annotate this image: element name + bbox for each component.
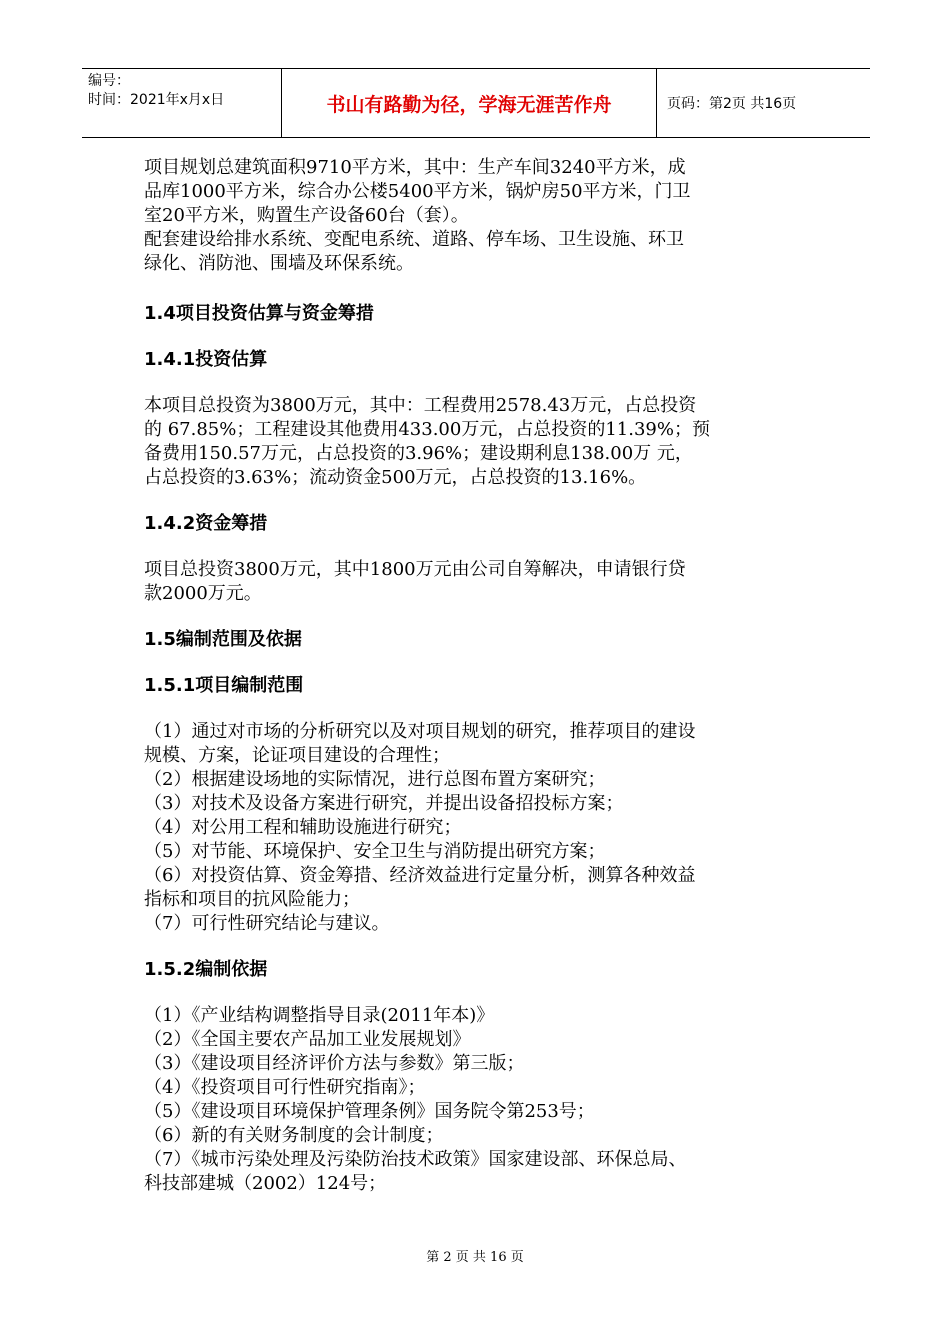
section-heading-1-4-2: 1.4.2资金筹措 — [144, 513, 268, 534]
paragraph-line: 室20平方米，购置生产设备60台（套）。 — [144, 205, 469, 226]
paragraph-line: 品库1000平方米，综合办公楼5400平方米，锅炉房50平方米，门卫 — [144, 181, 691, 202]
scope-list — [144, 720, 804, 936]
paragraph-line: 项目规划总建筑面积9710平方米，其中：生产车间3240平方米，成 — [144, 157, 686, 178]
list-item: （7）《城市污染处理及污染防治技术政策》国家建设部、环保总局、 — [144, 1149, 687, 1170]
list-item: （7）可行性研究结论与建议。 — [144, 913, 390, 934]
header-page-info: 页码：第2页 共16页 — [667, 96, 797, 112]
list-item: （6）对投资估算、资金筹措、经济效益进行定量分析，测算各种效益 — [144, 865, 696, 886]
section-heading-1-4-1: 1.4.1投资估算 — [144, 349, 268, 370]
list-item: （2）《全国主要农产品加工业发展规划》 — [144, 1029, 471, 1050]
header-meta — [82, 69, 282, 137]
paragraph-line: 绿化、消防池、围墙及环保系统。 — [144, 253, 414, 274]
section-heading-1-4: 1.4项目投资估算与资金筹措 — [144, 303, 374, 324]
list-item: （4）对公用工程和辅助设施进行研究； — [144, 817, 462, 838]
page-footer: 第 2 页 共 16 页 — [426, 1250, 524, 1265]
section-heading-1-5: 1.5编制范围及依据 — [144, 629, 302, 650]
document-body — [144, 156, 804, 1196]
list-item: （3）对技术及设备方案进行研究，并提出设备招投标方案； — [144, 793, 624, 814]
basis-list — [144, 1004, 804, 1196]
paragraph-line: 项目总投资3800万元，其中1800万元由公司自筹解决，申请银行贷 — [144, 559, 686, 580]
list-item: 规模、方案，论证项目建设的合理性； — [144, 745, 450, 766]
page-header — [82, 68, 870, 138]
investment-paragraph — [144, 394, 804, 490]
paragraph-line: 配套建设给排水系统、变配电系统、道路、停车场、卫生设施、环卫 — [144, 229, 684, 250]
list-item: （5）对节能、环境保护、安全卫生与消防提出研究方案； — [144, 841, 606, 862]
list-item: 科技部建城（2002）124号； — [144, 1173, 387, 1194]
list-item: （5）《建设项目环境保护管理条例》国务院令第253号； — [144, 1101, 595, 1122]
document-time-label: 时间：2021年x月x日 — [88, 92, 225, 108]
paragraph-line: 款2000万元。 — [144, 583, 262, 604]
list-item: （6）新的有关财务制度的会计制度； — [144, 1125, 444, 1146]
paragraph-line: 的 67.85%；工程建设其他费用433.00万元，占总投资的11.39%；预 — [144, 419, 710, 440]
list-item: （3）《建设项目经济评价方法与参数》第三版； — [144, 1053, 525, 1074]
scale-paragraph — [144, 156, 804, 276]
section-heading-1-5-2: 1.5.2编制依据 — [144, 959, 268, 980]
paragraph-line: 本项目总投资为3800万元，其中：工程费用2578.43万元，占总投资 — [144, 395, 697, 416]
document-code-label: 编号： — [88, 73, 130, 89]
header-motto: 书山有路勤为径，学海无涯苦作舟 — [282, 69, 657, 137]
list-item: （1）《产业结构调整指导目录(2011年本)》 — [144, 1005, 495, 1026]
paragraph-line: 占总投资的3.63%；流动资金500万元，占总投资的13.16%。 — [144, 467, 647, 488]
paragraph-line: 备费用150.57万元，占总投资的3.96%；建设期利息138.00万 元， — [144, 443, 693, 464]
funding-paragraph — [144, 558, 804, 606]
list-item: （4）《投资项目可行性研究指南》； — [144, 1077, 426, 1098]
section-heading-1-5-1: 1.5.1项目编制范围 — [144, 675, 304, 696]
list-item: 指标和项目的抗风险能力； — [144, 889, 360, 910]
list-item: （1）通过对市场的分析研究以及对项目规划的研究，推荐项目的建设 — [144, 721, 696, 742]
list-item: （2）根据建设场地的实际情况，进行总图布置方案研究； — [144, 769, 606, 790]
